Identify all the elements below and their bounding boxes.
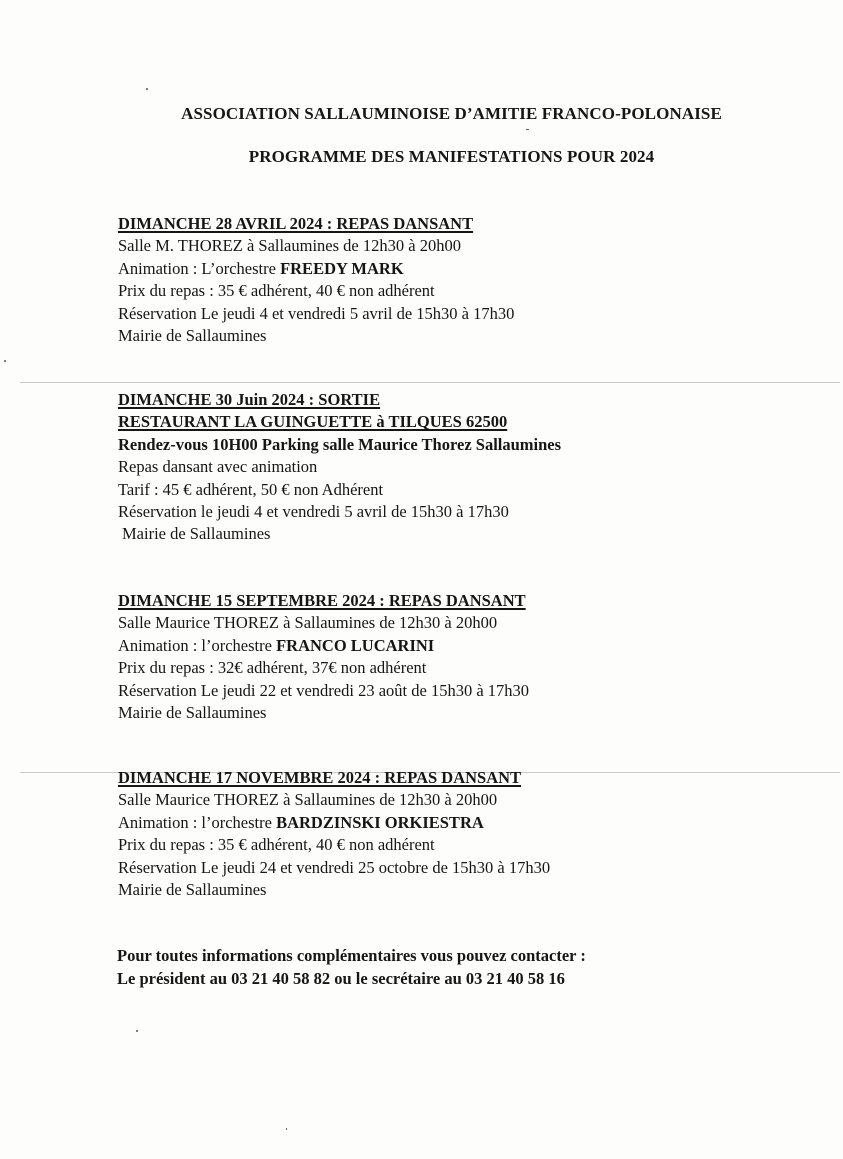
event-price: Prix du repas : 32€ adhérent, 37€ non adhérent <box>118 658 427 678</box>
fold-line <box>20 382 840 383</box>
event-heading-restaurant: RESTAURANT LA GUINGUETTE à TILQUES 62500 <box>118 412 508 432</box>
event-reservation: Réservation Le jeudi 4 et vendredi 5 avril de 15h30 à 17h30 <box>118 303 515 323</box>
band-name: BARDZINSKI ORKIESTRA <box>276 812 484 832</box>
event-venue: Salle M. THOREZ à Sallaumines de 12h30 à 20h00 <box>118 236 461 256</box>
event-price: Prix du repas : 35 € adhérent, 40 € non adhérent <box>118 835 435 855</box>
contact-info <box>117 944 586 990</box>
animation-prefix: Animation : l’orchestre <box>118 812 277 832</box>
scan-speck <box>286 1128 287 1130</box>
event-meeting: Rendez-vous 10H00 Parking salle Maurice Thorez Sallaumines <box>118 434 562 454</box>
event-place: Mairie de Sallaumines <box>118 702 267 722</box>
event-meal: Repas dansant avec animation <box>118 457 318 477</box>
event-venue: Salle Maurice THOREZ à Sallaumines de 12h30 à 20h00 <box>118 613 498 633</box>
scan-speck <box>4 360 6 362</box>
band-name: FRANCO LUCARINI <box>276 635 435 655</box>
scan-speck <box>136 1030 138 1032</box>
animation-prefix: Animation : L’orchestre <box>118 258 281 278</box>
event-heading: DIMANCHE 30 Juin 2024 : SORTIE <box>118 390 381 409</box>
event-place: Mairie de Sallaumines <box>118 325 267 345</box>
contact-intro: Pour toutes informations complémentaires vous pouvez contacter : <box>117 946 586 965</box>
event-april <box>118 213 514 347</box>
association-title: ASSOCIATION SALLAUMINOISE D’AMITIE FRANCO-POLONAISE <box>181 104 722 123</box>
event-reservation: Réservation Le jeudi 22 et vendredi 23 août de 15h30 à 17h30 <box>118 680 530 700</box>
animation-prefix: Animation : l’orchestre <box>118 635 277 655</box>
programme-title: PROGRAMME DES MANIFESTATIONS POUR 2024 <box>248 147 655 166</box>
scan-speck <box>146 88 148 90</box>
event-november <box>118 767 550 901</box>
band-name: FREEDY MARK <box>280 258 404 278</box>
event-place: Mairie de Sallaumines <box>122 524 271 544</box>
event-price: Prix du repas : 35 € adhérent, 40 € non adhérent <box>118 281 435 301</box>
event-heading: DIMANCHE 17 NOVEMBRE 2024 : REPAS DANSANT <box>118 768 522 787</box>
event-animation <box>118 635 529 657</box>
event-animation <box>118 258 514 280</box>
event-heading: DIMANCHE 28 AVRIL 2024 : REPAS DANSANT <box>118 214 474 233</box>
event-reservation: Réservation le jeudi 4 et vendredi 5 avril de 15h30 à 17h30 <box>118 501 509 521</box>
event-price: Tarif : 45 € adhérent, 50 € non Adhérent <box>118 479 384 499</box>
event-place: Mairie de Sallaumines <box>118 879 267 899</box>
event-animation <box>118 812 550 834</box>
event-reservation: Réservation Le jeudi 24 et vendredi 25 octobre de 15h30 à 17h30 <box>118 857 551 877</box>
scan-speck <box>526 129 529 130</box>
event-venue: Salle Maurice THOREZ à Sallaumines de 12h30 à 20h00 <box>118 790 498 810</box>
event-heading: DIMANCHE 15 SEPTEMBRE 2024 : REPAS DANSANT <box>118 591 526 610</box>
contact-phones: Le président au 03 21 40 58 82 ou le secrétaire au 03 21 40 58 16 <box>117 969 565 988</box>
event-september <box>118 590 529 724</box>
event-june <box>118 389 561 546</box>
